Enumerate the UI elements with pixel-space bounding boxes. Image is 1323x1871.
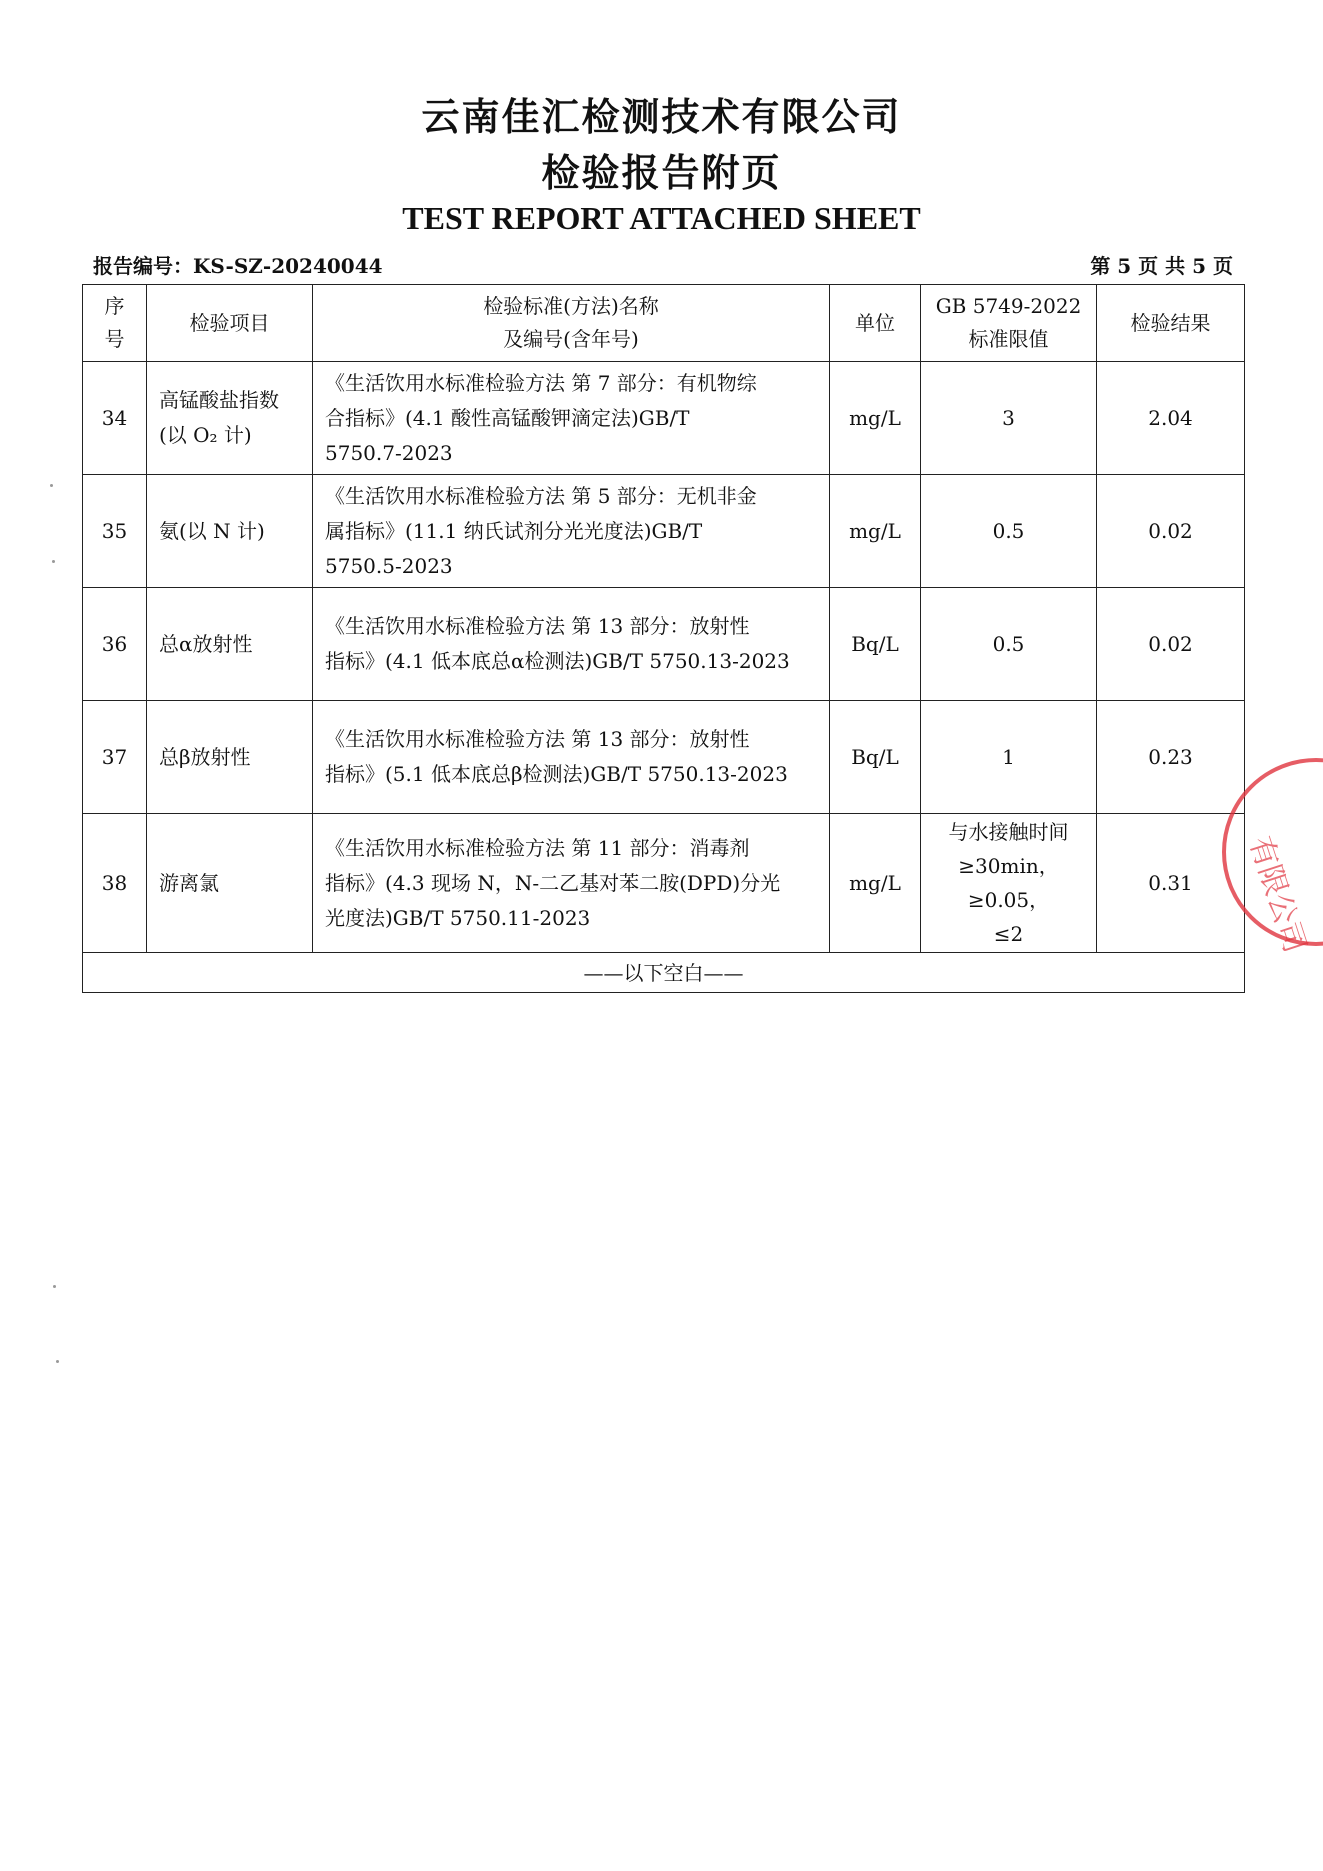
item-line: 游离氯 [159,870,219,895]
item-cell [147,362,313,475]
unit-cell: Bq/L [830,588,921,701]
limit-line: 0.5 [992,632,1025,656]
standard-cell [313,588,830,701]
result-cell: 0.02 [1097,475,1245,588]
report-title-en: TEST REPORT ATTACHED SHEET [402,200,921,236]
report-subtitle: 检验报告附页 [541,150,782,195]
standard-line: 指标》(4.1 低本底总α检测法)GB/T 5750.13-2023 [325,649,790,673]
limit-line: ≤2 [993,922,1024,946]
report-number-value: KS-SZ-20240044 [193,254,383,278]
standard-line: 5750.5-2023 [325,553,453,578]
table-row [83,588,1245,701]
standard-line: 《生活饮用水标准检验方法 第 13 部分：放射性 [325,727,750,751]
limit-line: 3 [1002,406,1015,430]
item-line: 氨(以 N 计) [159,518,265,543]
blank-note: ——以下空白—— [83,953,1245,993]
scan-speck [50,484,53,487]
standard-line: 《生活饮用水标准检验方法 第 7 部分：有机物综 [325,370,757,395]
seq-cell: 36 [83,588,147,701]
standard-cell [313,814,830,953]
table-row [83,362,1245,475]
report-number-label: 报告编号： [93,254,193,278]
result-cell: 0.23 [1097,701,1245,814]
unit-cell: Bq/L [830,701,921,814]
standard-line: 属指标》(11.1 纳氏试剂分光光度法)GB/T [325,518,703,543]
standard-cell [313,362,830,475]
report-meta-row [93,250,1233,280]
col-standard-line: 检验标准(方法)名称 [483,294,659,318]
blank-note-row [83,953,1245,993]
results-table [82,284,1245,993]
limit-cell [921,588,1097,701]
standard-line: 光度法)GB/T 5750.11-2023 [325,905,591,930]
standard-line: 指标》(5.1 低本底总β检测法)GB/T 5750.13-2023 [325,762,788,786]
item-cell [147,814,313,953]
scan-speck [56,1360,59,1363]
unit-cell: mg/L [830,814,921,953]
item-line: 总α放射性 [159,631,253,656]
limit-line: ≥30min，≥0.05， [958,854,1059,912]
company-name: 云南佳汇检测技术有限公司 [421,94,902,139]
item-cell [147,701,313,814]
standard-line: 指标》(4.3 现场 N，N-二乙基对苯二胺(DPD)分光 [325,870,781,895]
report-number [93,250,383,279]
standard-line: 《生活饮用水标准检验方法 第 5 部分：无机非金 [325,483,757,508]
result-cell: 2.04 [1097,362,1245,475]
seq-cell: 35 [83,475,147,588]
standard-line: 《生活饮用水标准检验方法 第 13 部分：放射性 [325,614,750,638]
limit-cell [921,475,1097,588]
col-unit-header: 单位 [830,285,921,362]
seq-cell: 34 [83,362,147,475]
item-cell [147,588,313,701]
table-body [83,362,1245,953]
seal-text: 有限公司 [1242,832,1313,958]
result-cell: 0.02 [1097,588,1245,701]
seq-cell: 38 [83,814,147,953]
standard-line: 《生活饮用水标准检验方法 第 11 部分：消毒剂 [325,835,750,860]
unit-cell: mg/L [830,475,921,588]
item-line: 总β放射性 [159,744,251,769]
col-item-header: 检验项目 [147,285,313,362]
col-limit-header [921,285,1097,362]
table-row [83,701,1245,814]
item-line: 高锰酸盐指数 [159,388,279,412]
col-standard-header [313,285,830,362]
table-header-row [83,285,1245,362]
col-limit-line: 标准限值 [968,327,1049,351]
col-standard-line: 及编号(含年号) [503,327,639,351]
limit-cell [921,701,1097,814]
limit-line: 与水接触时间 [948,820,1069,844]
item-line: (以 O₂ 计) [159,423,252,447]
result-cell: 0.31 [1097,814,1245,953]
scan-speck [52,560,55,563]
item-cell [147,475,313,588]
limit-line: 0.5 [992,519,1025,543]
page-info: 第 5 页 共 5 页 [1090,254,1233,278]
limit-cell [921,362,1097,475]
col-seq-header [83,285,147,362]
standard-line: 5750.7-2023 [325,440,453,465]
limit-line: 1 [1002,745,1015,769]
standard-cell [313,701,830,814]
seq-cell: 37 [83,701,147,814]
limit-cell [921,814,1097,953]
table-row [83,814,1245,953]
col-seq-line: 序 [104,294,125,318]
table-row [83,475,1245,588]
col-seq-line: 号 [104,327,125,351]
standard-cell [313,475,830,588]
unit-cell: mg/L [830,362,921,475]
standard-line: 合指标》(4.1 酸性高锰酸钾滴定法)GB/T [325,405,690,430]
scan-speck [53,1285,56,1288]
col-limit-line: GB 5749-2022 [935,294,1082,318]
company-seal [1216,752,1323,958]
col-result-header: 检验结果 [1097,285,1245,362]
